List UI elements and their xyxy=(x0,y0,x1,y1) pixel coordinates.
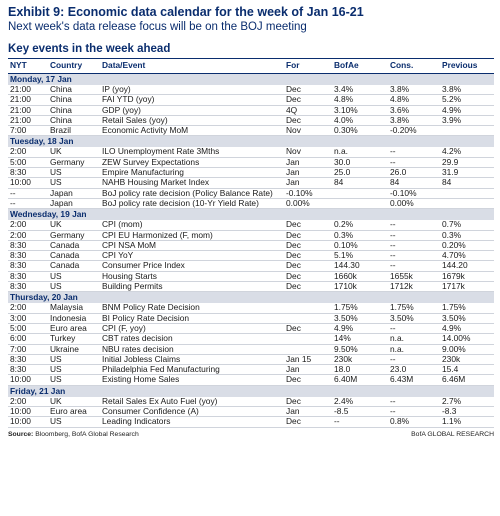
bofa-estimate-cell: 0.2% xyxy=(332,220,388,230)
country-cell: Malaysia xyxy=(48,303,100,313)
event-cell: Consumer Price Index xyxy=(100,261,284,271)
table-row xyxy=(8,188,494,198)
time-cell: 8:30 xyxy=(8,282,48,292)
event-cell: BoJ policy rate decision (Policy Balance Rate) xyxy=(100,188,284,198)
time-cell: 21:00 xyxy=(8,85,48,95)
footer xyxy=(8,431,494,438)
exhibit-title: Exhibit 9: Economic data calendar for the week of Jan 16-21 xyxy=(8,5,364,19)
table-row xyxy=(8,198,494,208)
event-cell: Consumer Confidence (A) xyxy=(100,407,284,417)
source-text: Bloomberg, BofA Global Research xyxy=(35,430,139,438)
consensus-cell: 3.50% xyxy=(388,313,440,323)
consensus-cell: -- xyxy=(388,407,440,417)
table-row xyxy=(8,105,494,115)
consensus-cell: 3.8% xyxy=(388,85,440,95)
period-cell: 0.00% xyxy=(284,198,332,208)
day-header-row xyxy=(8,209,494,221)
consensus-cell: 3.8% xyxy=(388,115,440,125)
table-row xyxy=(8,168,494,178)
country-cell: UK xyxy=(48,397,100,407)
previous-cell: 0.20% xyxy=(440,240,494,250)
table-row xyxy=(8,157,494,167)
period-cell xyxy=(284,334,332,344)
country-cell: Euro area xyxy=(48,323,100,333)
country-cell: US xyxy=(48,375,100,385)
country-cell: UK xyxy=(48,147,100,157)
header-row xyxy=(8,59,494,74)
bofa-estimate-cell: 6.40M xyxy=(332,375,388,385)
bofa-estimate-cell: 0.3% xyxy=(332,230,388,240)
country-cell: Germany xyxy=(48,157,100,167)
time-cell: 21:00 xyxy=(8,105,48,115)
bofa-estimate-cell: 25.0 xyxy=(332,168,388,178)
country-cell: China xyxy=(48,85,100,95)
country-cell: US xyxy=(48,178,100,188)
table-row xyxy=(8,365,494,375)
table-row xyxy=(8,178,494,188)
consensus-cell: -- xyxy=(388,157,440,167)
period-cell: Dec xyxy=(284,115,332,125)
event-cell: Empire Manufacturing xyxy=(100,168,284,178)
time-cell: 8:30 xyxy=(8,240,48,250)
period-cell xyxy=(284,313,332,323)
period-cell xyxy=(284,344,332,354)
previous-cell: 1679k xyxy=(440,271,494,281)
time-cell: 8:30 xyxy=(8,251,48,261)
table-row xyxy=(8,334,494,344)
column-header: Data/Event xyxy=(100,59,284,74)
bofa-estimate-cell: 3.10% xyxy=(332,105,388,115)
table-row xyxy=(8,261,494,271)
country-cell: Euro area xyxy=(48,407,100,417)
consensus-cell: -- xyxy=(388,251,440,261)
event-cell: FAI YTD (yoy) xyxy=(100,95,284,105)
event-cell: Housing Starts xyxy=(100,271,284,281)
time-cell: 2:00 xyxy=(8,397,48,407)
previous-cell: 14.00% xyxy=(440,334,494,344)
table-row xyxy=(8,375,494,385)
period-cell: Dec xyxy=(284,251,332,261)
country-cell: Canada xyxy=(48,251,100,261)
bofa-estimate-cell: 0.10% xyxy=(332,240,388,250)
column-header: BofAe xyxy=(332,59,388,74)
day-header-row xyxy=(8,292,494,304)
period-cell: Dec xyxy=(284,323,332,333)
time-cell: 2:00 xyxy=(8,220,48,230)
period-cell: Dec xyxy=(284,282,332,292)
column-header: For xyxy=(284,59,332,74)
previous-cell: 15.4 xyxy=(440,365,494,375)
consensus-cell: -0.20% xyxy=(388,126,440,136)
consensus-cell: n.a. xyxy=(388,344,440,354)
table-row xyxy=(8,85,494,95)
calendar-table xyxy=(8,59,494,428)
table-row xyxy=(8,147,494,157)
previous-cell: 6.46M xyxy=(440,375,494,385)
time-cell: 10:00 xyxy=(8,375,48,385)
event-cell: Retail Sales (yoy) xyxy=(100,115,284,125)
table-row xyxy=(8,313,494,323)
consensus-cell: -- xyxy=(388,147,440,157)
event-cell: ZEW Survey Expectations xyxy=(100,157,284,167)
bofa-estimate-cell: 30.0 xyxy=(332,157,388,167)
bofa-estimate-cell: -- xyxy=(332,417,388,427)
event-cell: Building Permits xyxy=(100,282,284,292)
event-cell: CBT rates decision xyxy=(100,334,284,344)
period-cell: Dec xyxy=(284,375,332,385)
time-cell: 10:00 xyxy=(8,417,48,427)
bofa-estimate-cell: 144.30 xyxy=(332,261,388,271)
event-cell: NBU rates decision xyxy=(100,344,284,354)
consensus-cell: -- xyxy=(388,323,440,333)
table-row xyxy=(8,417,494,427)
event-cell: CPI NSA MoM xyxy=(100,240,284,250)
previous-cell: 9.00% xyxy=(440,344,494,354)
period-cell: 4Q xyxy=(284,105,332,115)
period-cell: Dec xyxy=(284,230,332,240)
country-cell: US xyxy=(48,354,100,364)
bofa-estimate-cell: 1710k xyxy=(332,282,388,292)
section-title: Key events in the week ahead xyxy=(8,43,171,55)
time-cell: 8:30 xyxy=(8,354,48,364)
time-cell: 8:30 xyxy=(8,261,48,271)
source-note xyxy=(8,431,139,438)
day-header-row xyxy=(8,136,494,148)
country-cell: Germany xyxy=(48,230,100,240)
country-cell: US xyxy=(48,271,100,281)
table-row xyxy=(8,344,494,354)
day-label: Tuesday, 18 Jan xyxy=(8,136,494,148)
event-cell: CPI (mom) xyxy=(100,220,284,230)
consensus-cell: -- xyxy=(388,230,440,240)
previous-cell: 144.20 xyxy=(440,261,494,271)
consensus-cell: 1655k xyxy=(388,271,440,281)
event-cell: ILO Unemployment Rate 3Mths xyxy=(100,147,284,157)
time-cell: 7:00 xyxy=(8,126,48,136)
period-cell: Jan xyxy=(284,407,332,417)
table-row xyxy=(8,251,494,261)
consensus-cell: 84 xyxy=(388,178,440,188)
bofa-estimate-cell: n.a. xyxy=(332,147,388,157)
bofa-estimate-cell: 3.50% xyxy=(332,313,388,323)
table-row xyxy=(8,397,494,407)
day-label: Monday, 17 Jan xyxy=(8,74,494,86)
consensus-cell: 1712k xyxy=(388,282,440,292)
previous-cell: 4.70% xyxy=(440,251,494,261)
country-cell: Brazil xyxy=(48,126,100,136)
time-cell: 3:00 xyxy=(8,313,48,323)
period-cell: Dec xyxy=(284,397,332,407)
country-cell: Canada xyxy=(48,240,100,250)
country-cell: Japan xyxy=(48,188,100,198)
table-row xyxy=(8,240,494,250)
event-cell: Initial Jobless Claims xyxy=(100,354,284,364)
country-cell: US xyxy=(48,168,100,178)
event-cell: CPI EU Harmonized (F, mom) xyxy=(100,230,284,240)
event-cell: Philadelphia Fed Manufacturing xyxy=(100,365,284,375)
consensus-cell: 1.75% xyxy=(388,303,440,313)
consensus-cell: -- xyxy=(388,354,440,364)
time-cell: -- xyxy=(8,188,48,198)
previous-cell: -8.3 xyxy=(440,407,494,417)
bofa-estimate-cell xyxy=(332,188,388,198)
period-cell xyxy=(284,303,332,313)
period-cell: -0.10% xyxy=(284,188,332,198)
bofa-estimate-cell xyxy=(332,198,388,208)
event-cell: BoJ policy rate decision (10-Yr Yield Rate) xyxy=(100,198,284,208)
bofa-estimate-cell: 1.75% xyxy=(332,303,388,313)
previous-cell: 0.3% xyxy=(440,230,494,240)
table-row xyxy=(8,354,494,364)
event-cell: BI Policy Rate Decision xyxy=(100,313,284,323)
previous-cell: 29.9 xyxy=(440,157,494,167)
country-cell: US xyxy=(48,417,100,427)
exhibit-container xyxy=(8,5,494,438)
day-header-row xyxy=(8,385,494,397)
country-cell: Indonesia xyxy=(48,313,100,323)
column-header: NYT xyxy=(8,59,48,74)
table-row xyxy=(8,271,494,281)
source-label: Source: xyxy=(8,430,34,438)
country-cell: Japan xyxy=(48,198,100,208)
time-cell: 21:00 xyxy=(8,95,48,105)
table-row xyxy=(8,220,494,230)
period-cell: Jan xyxy=(284,168,332,178)
time-cell: 10:00 xyxy=(8,407,48,417)
country-cell: Canada xyxy=(48,261,100,271)
table-row xyxy=(8,323,494,333)
table-row xyxy=(8,303,494,313)
country-cell: US xyxy=(48,282,100,292)
bofa-estimate-cell: 9.50% xyxy=(332,344,388,354)
previous-cell: 1.75% xyxy=(440,303,494,313)
bofa-estimate-cell: 230k xyxy=(332,354,388,364)
period-cell: Jan 15 xyxy=(284,354,332,364)
consensus-cell: 23.0 xyxy=(388,365,440,375)
bofa-estimate-cell: 4.9% xyxy=(332,323,388,333)
table-row xyxy=(8,230,494,240)
table-row xyxy=(8,126,494,136)
consensus-cell: 0.8% xyxy=(388,417,440,427)
consensus-cell: 4.8% xyxy=(388,95,440,105)
consensus-cell: -- xyxy=(388,240,440,250)
country-cell: US xyxy=(48,365,100,375)
time-cell: 21:00 xyxy=(8,115,48,125)
column-header: Cons. xyxy=(388,59,440,74)
period-cell: Dec xyxy=(284,220,332,230)
previous-cell: 1.1% xyxy=(440,417,494,427)
country-cell: Ukraine xyxy=(48,344,100,354)
time-cell: 2:00 xyxy=(8,303,48,313)
bofa-estimate-cell: 2.4% xyxy=(332,397,388,407)
bofa-estimate-cell: 0.30% xyxy=(332,126,388,136)
bofa-estimate-cell: -8.5 xyxy=(332,407,388,417)
previous-cell xyxy=(440,188,494,198)
column-header: Country xyxy=(48,59,100,74)
table-row xyxy=(8,407,494,417)
time-cell: 6:00 xyxy=(8,334,48,344)
time-cell: 2:00 xyxy=(8,147,48,157)
period-cell: Jan xyxy=(284,157,332,167)
event-cell: CPI (F, yoy) xyxy=(100,323,284,333)
period-cell: Nov xyxy=(284,147,332,157)
period-cell: Jan xyxy=(284,365,332,375)
bofa-estimate-cell: 14% xyxy=(332,334,388,344)
country-cell: China xyxy=(48,95,100,105)
previous-cell: 230k xyxy=(440,354,494,364)
time-cell: 5:00 xyxy=(8,323,48,333)
bofa-estimate-cell: 3.4% xyxy=(332,85,388,95)
bofa-estimate-cell: 84 xyxy=(332,178,388,188)
bofa-estimate-cell: 1660k xyxy=(332,271,388,281)
country-cell: China xyxy=(48,105,100,115)
consensus-cell: n.a. xyxy=(388,334,440,344)
previous-cell xyxy=(440,126,494,136)
calendar-body xyxy=(8,74,494,428)
day-label: Wednesday, 19 Jan xyxy=(8,209,494,221)
consensus-cell: 6.43M xyxy=(388,375,440,385)
previous-cell: 4.9% xyxy=(440,323,494,333)
previous-cell: 4.9% xyxy=(440,105,494,115)
time-cell: -- xyxy=(8,198,48,208)
event-cell: IP (yoy) xyxy=(100,85,284,95)
brand-mark: BofA GLOBAL RESEARCH xyxy=(411,430,494,438)
consensus-cell: 0.00% xyxy=(388,198,440,208)
column-header: Previous xyxy=(440,59,494,74)
bofa-estimate-cell: 18.0 xyxy=(332,365,388,375)
bofa-estimate-cell: 5.1% xyxy=(332,251,388,261)
day-header-row xyxy=(8,74,494,86)
period-cell: Dec xyxy=(284,240,332,250)
time-cell: 10:00 xyxy=(8,178,48,188)
consensus-cell: 26.0 xyxy=(388,168,440,178)
previous-cell: 3.50% xyxy=(440,313,494,323)
consensus-cell: 3.6% xyxy=(388,105,440,115)
previous-cell: 0.7% xyxy=(440,220,494,230)
period-cell: Dec xyxy=(284,417,332,427)
period-cell: Dec xyxy=(284,271,332,281)
period-cell: Dec xyxy=(284,261,332,271)
event-cell: CPI YoY xyxy=(100,251,284,261)
time-cell: 8:30 xyxy=(8,168,48,178)
time-cell: 7:00 xyxy=(8,344,48,354)
consensus-cell: -- xyxy=(388,261,440,271)
event-cell: Retail Sales Ex Auto Fuel (yoy) xyxy=(100,397,284,407)
exhibit-subtitle: Next week's data release focus will be on the BOJ meeting xyxy=(8,21,307,33)
event-cell: GDP (yoy) xyxy=(100,105,284,115)
consensus-cell: -- xyxy=(388,397,440,407)
previous-cell: 3.8% xyxy=(440,85,494,95)
event-cell: Economic Activity MoM xyxy=(100,126,284,136)
event-cell: NAHB Housing Market Index xyxy=(100,178,284,188)
event-cell: Existing Home Sales xyxy=(100,375,284,385)
period-cell: Nov xyxy=(284,126,332,136)
country-cell: China xyxy=(48,115,100,125)
previous-cell: 31.9 xyxy=(440,168,494,178)
consensus-cell: -- xyxy=(388,220,440,230)
time-cell: 2:00 xyxy=(8,230,48,240)
period-cell: Dec xyxy=(284,95,332,105)
period-cell: Dec xyxy=(284,85,332,95)
previous-cell: 84 xyxy=(440,178,494,188)
period-cell: Jan xyxy=(284,178,332,188)
consensus-cell: -0.10% xyxy=(388,188,440,198)
time-cell: 5:00 xyxy=(8,157,48,167)
day-label: Friday, 21 Jan xyxy=(8,385,494,397)
event-cell: Leading Indicators xyxy=(100,417,284,427)
table-row xyxy=(8,115,494,125)
country-cell: Turkey xyxy=(48,334,100,344)
previous-cell: 2.7% xyxy=(440,397,494,407)
bofa-estimate-cell: 4.0% xyxy=(332,115,388,125)
country-cell: UK xyxy=(48,220,100,230)
previous-cell xyxy=(440,198,494,208)
previous-cell: 3.9% xyxy=(440,115,494,125)
time-cell: 8:30 xyxy=(8,271,48,281)
table-row xyxy=(8,95,494,105)
previous-cell: 4.2% xyxy=(440,147,494,157)
previous-cell: 1717k xyxy=(440,282,494,292)
time-cell: 8:30 xyxy=(8,365,48,375)
previous-cell: 5.2% xyxy=(440,95,494,105)
table-row xyxy=(8,282,494,292)
day-label: Thursday, 20 Jan xyxy=(8,292,494,304)
bofa-estimate-cell: 4.8% xyxy=(332,95,388,105)
event-cell: BNM Policy Rate Decision xyxy=(100,303,284,313)
